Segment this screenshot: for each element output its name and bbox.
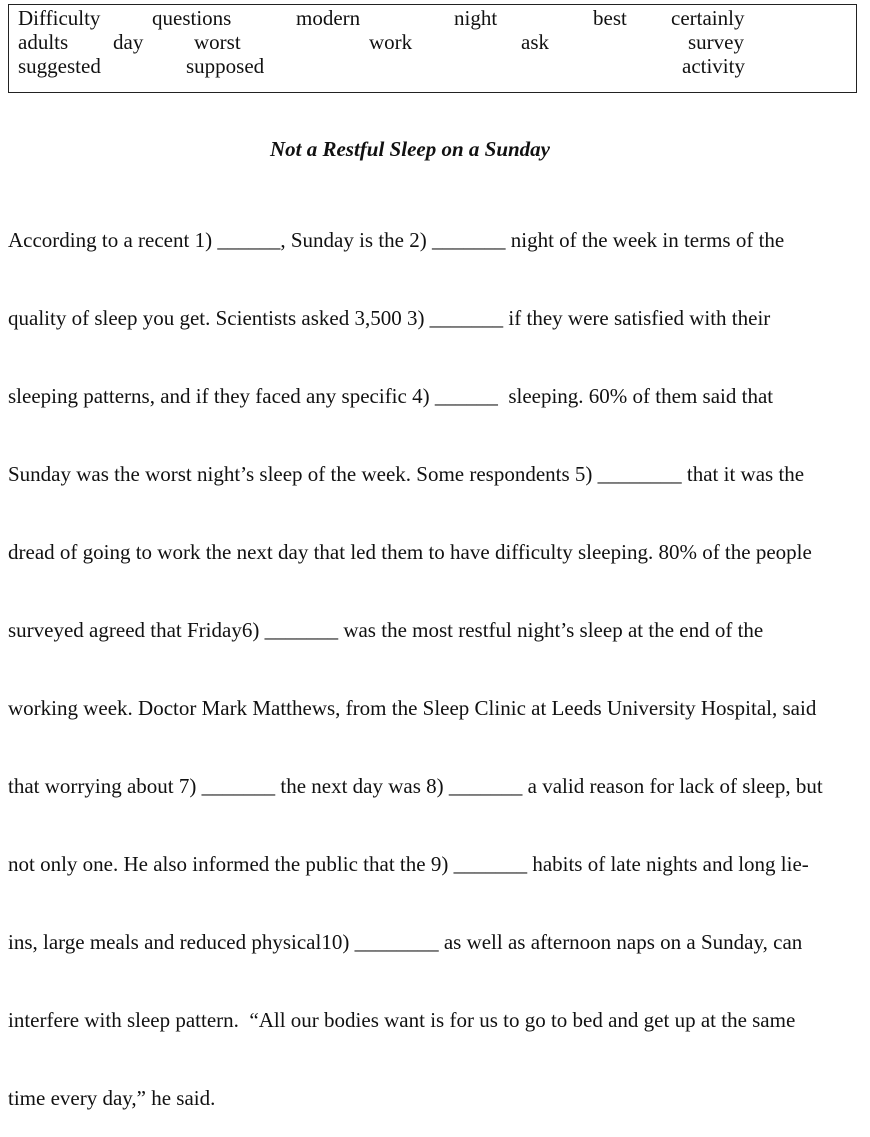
word-bank-item: Difficulty — [18, 6, 101, 30]
passage-line: ins, large meals and reduced physical10) ________ as well as afternoon naps on a Sunday, can — [8, 930, 803, 954]
passage-line: interfere with sleep pattern. “All our bodies want is for us to go to bed and get up at the same — [8, 1008, 796, 1032]
passage-line: Sunday was the worst night’s sleep of the week. Some respondents 5) ________ that it was the — [8, 462, 805, 486]
passage-line: According to a recent 1) ______, Sunday is the 2) _______ night of the week in terms of the — [8, 228, 785, 252]
word-bank-item: survey — [688, 30, 744, 54]
word-bank-item: supposed — [186, 54, 265, 78]
word-bank-box — [8, 4, 857, 93]
passage-line: working week. Doctor Mark Matthews, from the Sleep Clinic at Leeds University Hospital, said — [8, 696, 817, 720]
word-bank-item: work — [369, 30, 413, 54]
passage-title: Not a Restful Sleep on a Sunday — [269, 137, 551, 161]
passage-line: dread of going to work the next day that led them to have difficulty sleeping. 80% of the people — [8, 540, 812, 564]
word-bank-item: adults — [18, 30, 69, 54]
passage-line: that worrying about 7) _______ the next day was 8) _______ a valid reason for lack of sleep, but — [8, 774, 823, 798]
word-bank-item: worst — [194, 30, 241, 54]
passage-line: time every day,” he said. — [8, 1086, 216, 1110]
passage-line: surveyed agreed that Friday6) _______ was the most restful night’s sleep at the end of the — [8, 618, 764, 642]
word-bank-item: best — [593, 6, 627, 30]
passage-line: not only one. He also informed the public that the 9) _______ habits of late nights and long lie- — [8, 852, 809, 876]
passage-line: sleeping patterns, and if they faced any specific 4) ______ sleeping. 60% of them said that — [8, 384, 774, 408]
word-bank-item: activity — [682, 54, 745, 78]
word-bank-item: certainly — [671, 6, 745, 30]
word-bank-item: day — [113, 30, 144, 54]
word-bank-item: night — [454, 6, 498, 30]
word-bank-item: modern — [296, 6, 361, 30]
word-bank-item: ask — [521, 30, 549, 54]
word-bank-item: suggested — [18, 54, 101, 78]
passage-body — [8, 175, 823, 1137]
passage-line: quality of sleep you get. Scientists asked 3,500 3) _______ if they were satisfied with their — [8, 306, 771, 330]
word-bank-item: questions — [152, 6, 232, 30]
